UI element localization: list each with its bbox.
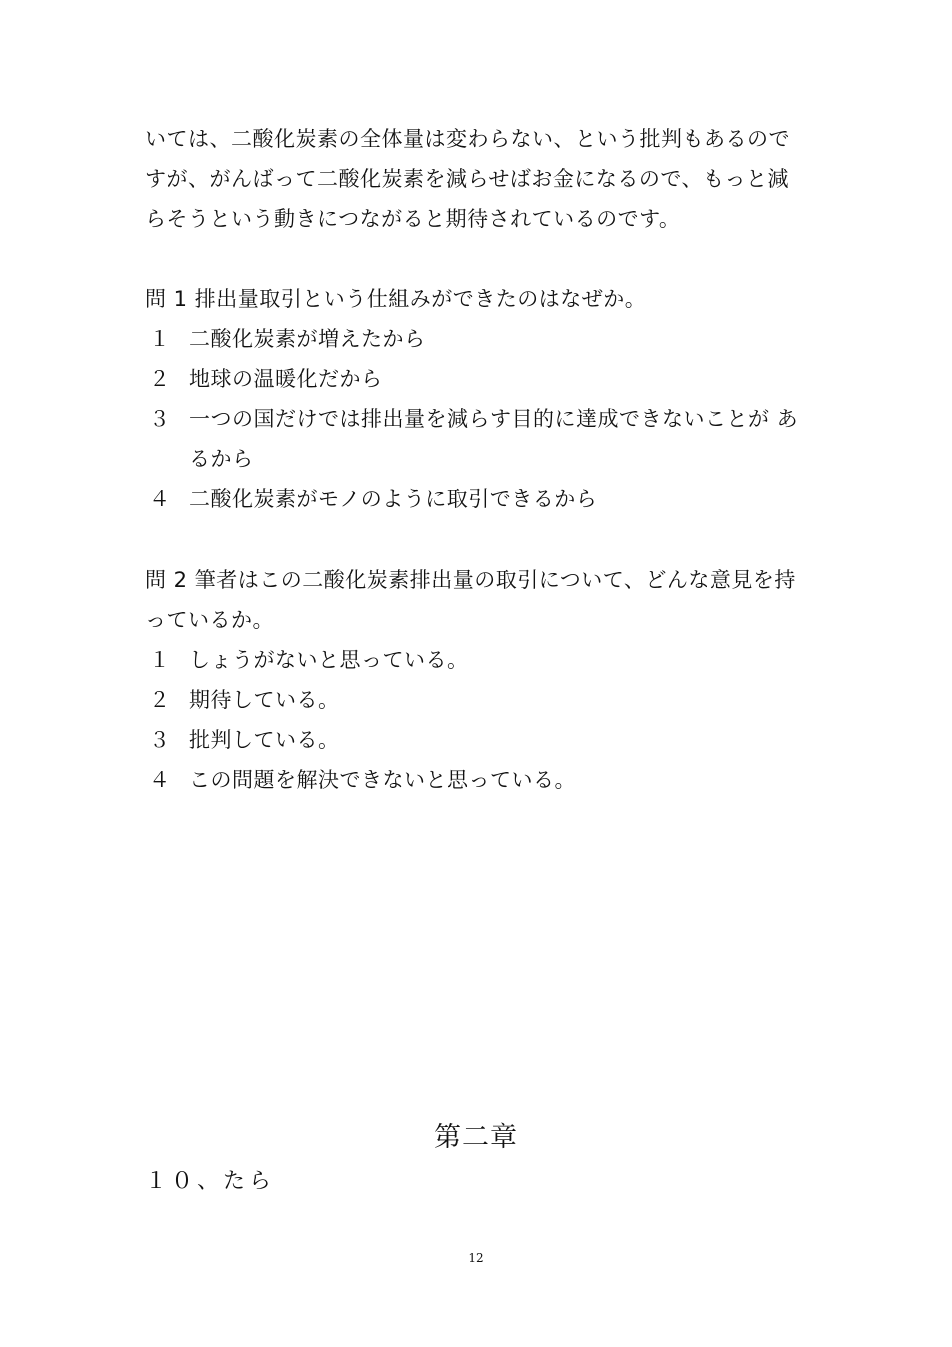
option-text: 二酸化炭素が増えたから — [189, 327, 426, 351]
question-1-option-3 — [145, 399, 825, 479]
option-number: ３ — [149, 407, 171, 431]
option-text: 地球の温暖化だから — [189, 367, 383, 391]
option-number: ２ — [149, 688, 171, 712]
option-text: しょうがないと思っている。 — [189, 648, 469, 672]
question-2-option-4 — [145, 760, 825, 800]
option-number: ２ — [149, 367, 171, 391]
intro-paragraph — [145, 119, 825, 239]
option-text: この問題を解決できないと思っている。 — [189, 768, 576, 792]
option-number: ４ — [149, 487, 171, 511]
intro-line-1: いては、二酸化炭素の全体量は変わらない、という批判もあるので — [145, 127, 790, 151]
option-text: 期待している。 — [189, 688, 340, 712]
question-1-option-4 — [145, 479, 825, 519]
option-number: １ — [149, 327, 171, 351]
question-2-option-3 — [145, 720, 825, 760]
option-number: ３ — [149, 728, 171, 752]
question-1-prompt: 問 1 排出量取引という仕組みができたのはなぜか。 — [145, 287, 647, 311]
option-text: 批判している。 — [189, 728, 340, 752]
section-heading: １０、たら — [145, 1169, 276, 1194]
page-number: 12 — [468, 1251, 484, 1265]
intro-line-2: すが、がんばって二酸化炭素を減らせばお金になるので、もっと減 — [145, 167, 789, 191]
question-1-option-2 — [145, 359, 825, 399]
question-2-prompt-line-1: 問 2 筆者はこの二酸化炭素排出量の取引について、どんな意見を持 — [145, 568, 796, 592]
option-number: ４ — [149, 768, 171, 792]
question-2-option-1 — [145, 640, 825, 680]
intro-line-3: らそうという動きにつながると期待されているのです。 — [145, 207, 681, 231]
chapter-title: 第二章 — [434, 1122, 518, 1153]
option-text: 二酸化炭素がモノのように取引できるから — [189, 487, 598, 511]
question-1 — [145, 279, 825, 519]
option-number: １ — [149, 648, 171, 672]
question-2-prompt-line-2: っているか。 — [145, 608, 274, 632]
option-text: 一つの国だけでは排出量を減らす目的に達成できないことが あるから — [189, 407, 799, 471]
question-2 — [145, 560, 825, 800]
question-1-option-1 — [145, 319, 825, 359]
question-2-option-2 — [145, 680, 825, 720]
